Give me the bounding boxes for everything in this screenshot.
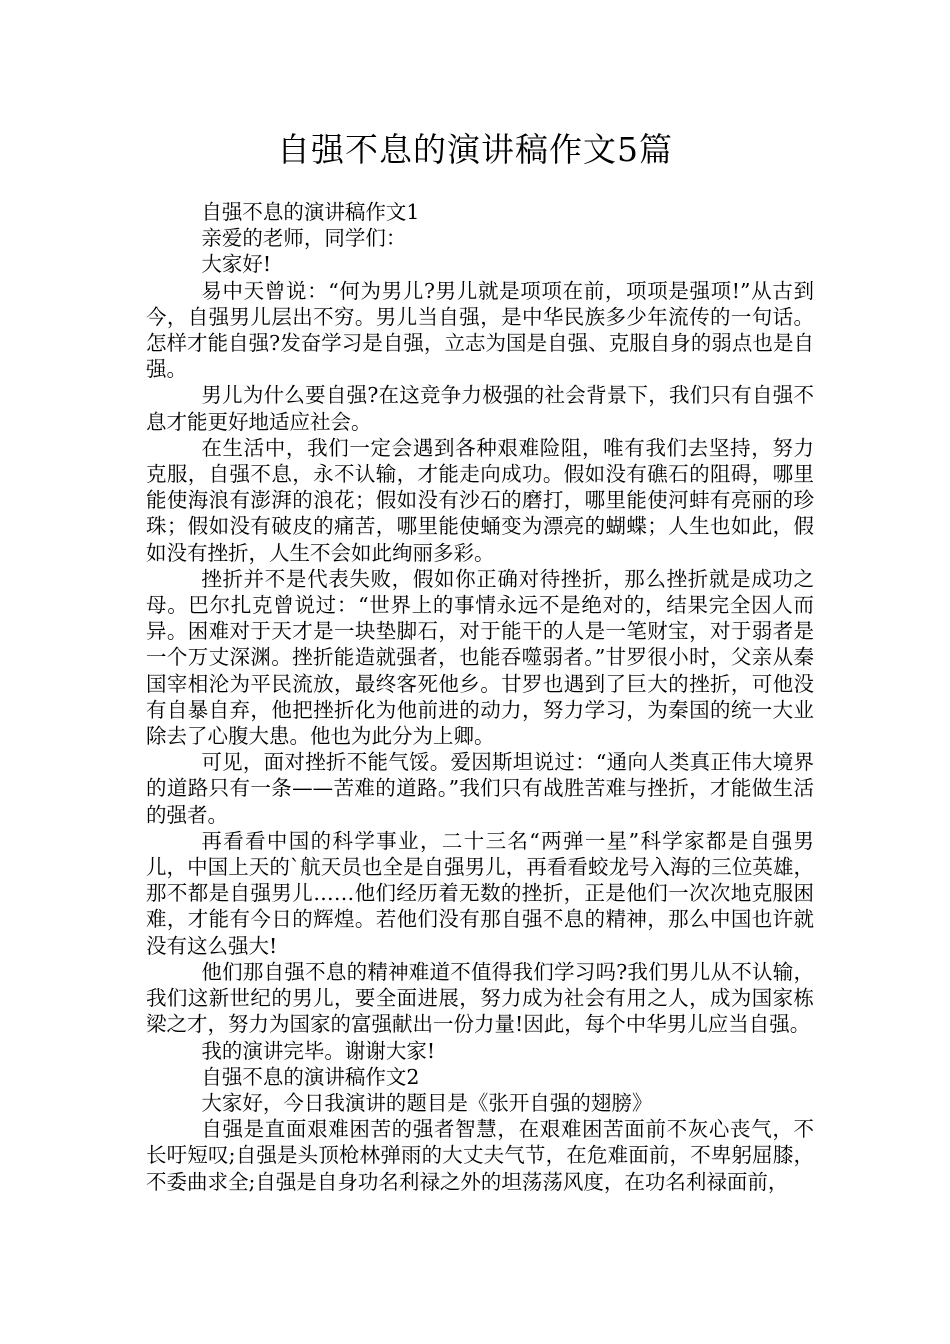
paragraph: 再看看中国的科学事业，二十三名“两弹一星”科学家都是自强男儿，中国上天的`航天员也全是自强男儿，再看看蛟龙号入海的三位英雄，那不都是自强男儿……他们经历着无数的挫折，正是他们一次次地克服困难，才能有今日的辉煌。若他们没有那自强不息的精神，那么中国也许就没有这么强大! bbox=[146, 828, 814, 958]
paragraph: 在生活中，我们一定会遇到各种艰难险阻，唯有我们去坚持，努力克服，自强不息，永不认输，才能走向成功。假如没有礁石的阻碍，哪里能使海浪有澎湃的浪花；假如没有沙石的磨打，哪里能使河蚌有亮丽的珍珠；假如没有破皮的痛苦，哪里能使蛹变为漂亮的蝴蝶；人生也如此，假如没有挫折，人生不会如此绚丽多彩。 bbox=[146, 435, 814, 565]
paragraph: 他们那自强不息的精神难道不值得我们学习吗?我们男儿从不认输，我们这新世纪的男儿，要全面进展，努力成为社会有用之人，成为国家栋梁之才，努力为国家的富强献出一份力量!因此，每个中华男儿应当自强。 bbox=[146, 959, 814, 1037]
paragraph: 大家好，今日我演讲的题目是《张开自强的翅膀》 bbox=[201, 1090, 653, 1115]
salutation: 亲爱的老师，同学们： bbox=[201, 226, 407, 251]
document-body bbox=[146, 199, 814, 1195]
paragraph: 自强是直面艰难困苦的强者智慧，在艰难困苦面前不灰心丧气，不长吁短叹;自强是头顶枪林弹雨的大丈夫气节，在危难面前，不卑躬屈膝，不委曲求全;自强是自身功名利禄之外的坦荡荡风度，在功名利禄面前， bbox=[146, 1117, 814, 1194]
paragraph: 易中天曾说：“何为男儿?男儿就是项项在前，项项是强项!”从古到今，自强男儿层出不穷。男儿当自强，是中华民族多少年流传的一句话。怎样才能自强?发奋学习是自强，立志为国是自强、克服自身的弱点也是自强。 bbox=[146, 278, 814, 382]
closing-line: 我的演讲完毕。谢谢大家! bbox=[201, 1038, 436, 1063]
paragraph: 挫折并不是代表失败，假如你正确对待挫折，那么挫折就是成功之母。巴尔扎克曾说过：“世界上的事情永远不是绝对的，结果完全因人而异。困难对于天才是一块垫脚石，对于能干的人是一笔财宝，对于弱者是一个万丈深渊。挫折能造就强者，也能吞噬弱者。”甘罗很小时，父亲从秦国宰相沦为平民流放，最终客死他乡。甘罗也遇到了巨大的挫折，可他没有自暴自弃，他把挫折化为他前进的动力，努力学习，为秦国的统一大业除去了心腹大患。他也为此分为上卿。 bbox=[146, 566, 814, 749]
document-title: 自强不息的演讲稿作文5篇 bbox=[277, 130, 673, 169]
greeting: 大家好! bbox=[201, 252, 272, 277]
section-heading-1: 自强不息的演讲稿作文1 bbox=[201, 200, 420, 224]
paragraph: 可见，面对挫折不能气馁。爱因斯坦说过：“通向人类真正伟大境界的道路只有一条——苦难的道路。”我们只有战胜苦难与挫折，才能做生活的强者。 bbox=[146, 750, 814, 827]
section-heading-2: 自强不息的演讲稿作文2 bbox=[201, 1064, 420, 1089]
paragraph: 男儿为什么要自强?在这竞争力极强的社会背景下，我们只有自强不息才能更好地适应社会。 bbox=[146, 383, 814, 434]
